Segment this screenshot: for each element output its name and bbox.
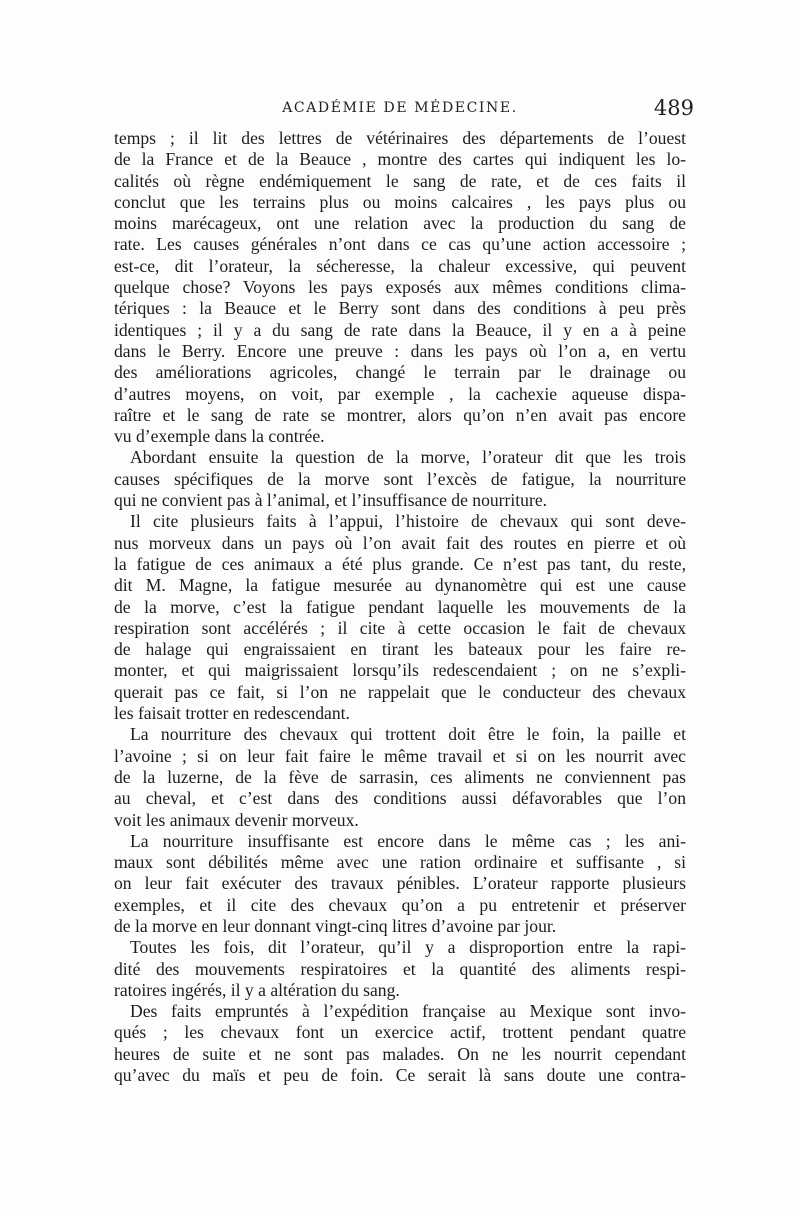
text-line: exemples, et il cite des chevaux qu’on a pu entretenir et préserver — [114, 894, 686, 915]
text-line: La nourriture des chevaux qui trottent doit être le foin, la paille et — [130, 724, 686, 745]
text-line: de la morve en leur donnant vingt-cinq litres d’avoine par jour. — [114, 915, 557, 936]
running-head — [114, 96, 694, 124]
text-line: heures de suite et ne sont pas malades. On ne les nourrit cependant — [114, 1043, 686, 1064]
text-line: nus morveux dans un pays où l’on avait fait des routes en pierre et où — [114, 532, 686, 553]
text-line: dit M. Magne, la fatigue mesurée au dynanomètre qui est une cause — [114, 575, 686, 596]
text-line: conclut que les terrains plus ou moins calcaires , les pays plus ou — [114, 191, 686, 212]
text-line: temps ; il lit des lettres de vétérinaires des départements de l’ouest — [114, 128, 686, 148]
text-line: Abordant ensuite la question de la morve, l’orateur dit que les trois — [130, 447, 686, 468]
text-line: au cheval, et c’est dans des conditions aussi défavorables que l’on — [114, 788, 686, 809]
text-line: identiques ; il y a du sang de rate dans la Beauce, il y en a à peine — [114, 319, 686, 340]
text-line: calités où règne endémiquement le sang de rate, et de ces faits il — [114, 170, 686, 191]
text-line: vu d’exemple dans la contrée. — [114, 426, 325, 447]
text-line: des améliorations agricoles, changé le terrain par le drainage ou — [114, 362, 686, 383]
text-line: de la luzerne, de la fève de sarrasin, ces aliments ne conviennent pas — [114, 766, 686, 787]
text-line: voit les animaux devenir morveux. — [114, 809, 359, 830]
text-line: Il cite plusieurs faits à l’appui, l’histoire de chevaux qui sont deve- — [130, 511, 686, 532]
text-line: de halage qui engraissaient en tirant les bateaux pour les faire re- — [114, 639, 686, 660]
text-line: La nourriture insuffisante est encore dans le même cas ; les ani- — [130, 830, 686, 851]
page-number: 489 — [653, 96, 694, 120]
text-line: querait pas ce fait, si l’on ne rappelait que le conducteur des chevaux — [114, 681, 686, 702]
body-text — [114, 128, 686, 1086]
text-line: tériques : la Beauce et le Berry sont dans des conditions à peu près — [114, 298, 686, 319]
text-line: qués ; les chevaux font un exercice actif, trottent pendant quatre — [114, 1022, 686, 1043]
text-line: dité des mouvements respiratoires et la quantité des aliments respi- — [114, 958, 686, 979]
text-line: moins marécageux, ont une relation avec la production du sang de — [114, 213, 686, 234]
text-line: qu’avec du maïs et peu de foin. Ce serait là sans doute une contra- — [114, 1065, 686, 1086]
text-line: on leur fait exécuter des travaux pénibles. L’orateur rapporte plusieurs — [114, 873, 686, 894]
text-line: est-ce, dit l’orateur, la sécheresse, la chaleur excessive, qui peuvent — [114, 255, 686, 276]
text-line: rate. Les causes générales n’ont dans ce cas qu’une action accessoire ; — [114, 234, 686, 255]
text-line: causes spécifiques de la morve sont l’excès de fatigue, la nourriture — [114, 468, 686, 489]
text-line: d’autres moyens, on voit, par exemple , la cachexie aqueuse dispa- — [114, 383, 686, 404]
text-line: maux sont débilités même avec une ration ordinaire et suffisante , si — [114, 852, 686, 873]
text-line: de la morve, c’est la fatigue pendant laquelle les mouvements de la — [114, 596, 686, 617]
text-line: qui ne convient pas à l’animal, et l’insuffisance de nourriture. — [114, 490, 548, 511]
text-line: respiration sont accélérés ; il cite à cette occasion le fait de chevaux — [114, 617, 686, 638]
text-line: les faisait trotter en redescendant. — [114, 703, 350, 724]
text-line: l’avoine ; si on leur fait faire le même travail et si on les nourrit avec — [114, 745, 686, 766]
text-line: monter, et qui maigrissaient lorsqu’ils redescendaient ; on ne s’expli- — [114, 660, 686, 681]
text-line: ratoires ingérés, il y a altération du sang. — [114, 979, 400, 1000]
text-line: dans le Berry. Encore une preuve : dans les pays où l’on a, en vertu — [114, 340, 686, 361]
text-line: la fatigue de ces animaux a été plus grande. Ce n’est pas tant, du reste, — [114, 553, 686, 574]
text-line: de la France et de la Beauce , montre des cartes qui indiquent les lo- — [114, 149, 686, 170]
text-line: Toutes les fois, dit l’orateur, qu’il y a disproportion entre la rapi- — [130, 937, 686, 958]
text-line: raître et le sang de rate se montrer, alors qu’on n’en avait pas encore — [114, 404, 686, 425]
running-title: ACADÉMIE DE MÉDECINE. — [282, 100, 518, 116]
text-line: Des faits empruntés à l’expédition française au Mexique sont invo- — [130, 1001, 686, 1022]
text-line: quelque chose? Voyons les pays exposés aux mêmes conditions clima- — [114, 277, 686, 298]
